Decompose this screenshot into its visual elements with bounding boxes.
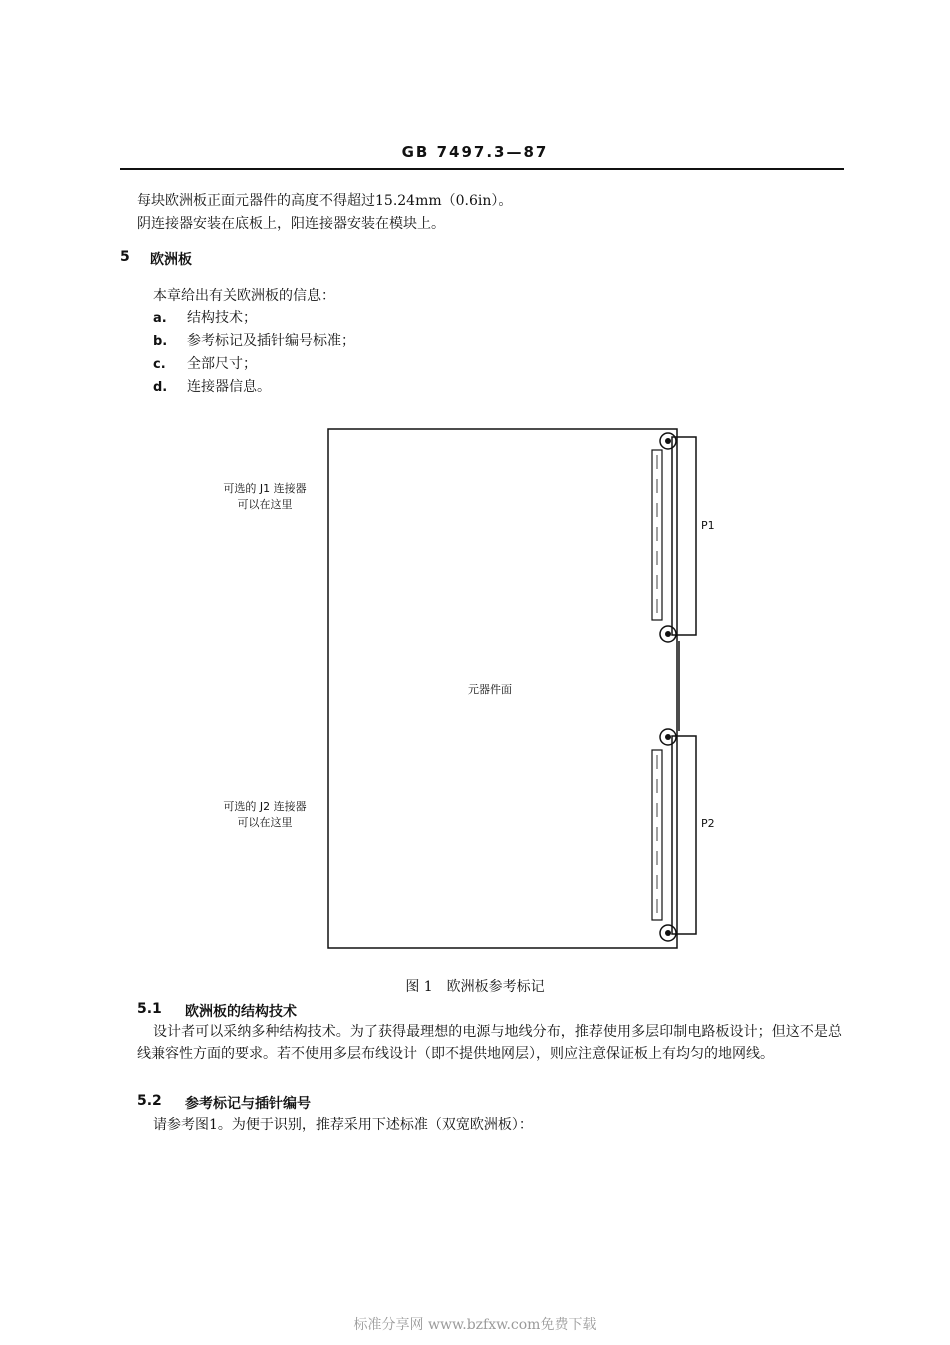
section-5-1-body: 设计者可以采纳多种结构技术。为了获得最理想的电源与地线分布，推荐使用多层印制电路板设计；但这不是总线兼容性方面的要求。若不使用多层布线设计（即不提供地网层），则应注意保证板上有均匀的地网线。 <box>137 1024 842 1062</box>
standard-number-header: GB 7497.3—87 <box>401 143 549 161</box>
p2-label: P2 <box>701 817 715 830</box>
j1-note-line-2: 可以在这里 <box>237 498 293 511</box>
j2-note-line-2: 可以在这里 <box>237 816 293 829</box>
p1-connector <box>652 433 696 642</box>
list-item-letter: c. <box>153 357 166 372</box>
section-5-number: 5 <box>120 249 130 265</box>
section-5-intro: 本章给出有关欧洲板的信息： <box>153 288 335 304</box>
section-5-1-number: 5.1 <box>137 1001 162 1017</box>
j2-note <box>205 799 325 831</box>
list-item-text: 全部尺寸； <box>187 356 257 372</box>
j1-note-line-1: 可选的 J1 连接器 <box>223 482 307 495</box>
j1-note <box>205 481 325 513</box>
footer-watermark: 标准分享网 www.bzfxw.com免费下载 <box>353 1317 597 1333</box>
section-5-2-number: 5.2 <box>137 1093 162 1109</box>
section-5-2-body: 请参考图1。为便于识别，推荐采用下述标准（双宽欧洲板）： <box>153 1117 533 1133</box>
j2-note-line-1: 可选的 J2 连接器 <box>223 800 307 813</box>
component-side-label: 元器件面 <box>468 683 512 696</box>
list-item-text: 连接器信息。 <box>187 379 271 395</box>
section-5-1-title: 欧洲板的结构技术 <box>185 1004 297 1020</box>
list-item-text: 参考标记及插针编号标准； <box>187 333 355 349</box>
section-5-title: 欧洲板 <box>150 252 192 268</box>
list-item-letter: a. <box>153 311 167 326</box>
figure-caption: 图 1 欧洲板参考标记 <box>405 979 545 995</box>
intro-line-1: 每块欧洲板正面元器件的高度不得超过15.24mm（0.6in）。 <box>137 193 513 209</box>
list-item-letter: b. <box>153 334 168 349</box>
p1-label: P1 <box>701 519 715 532</box>
list-item-text: 结构技术； <box>187 310 257 326</box>
list-item-letter: d. <box>153 380 168 395</box>
intro-line-2: 阴连接器安装在底板上，阳连接器安装在模块上。 <box>137 216 445 232</box>
p2-connector <box>652 729 696 941</box>
section-5-2-title: 参考标记与插针编号 <box>185 1096 311 1112</box>
